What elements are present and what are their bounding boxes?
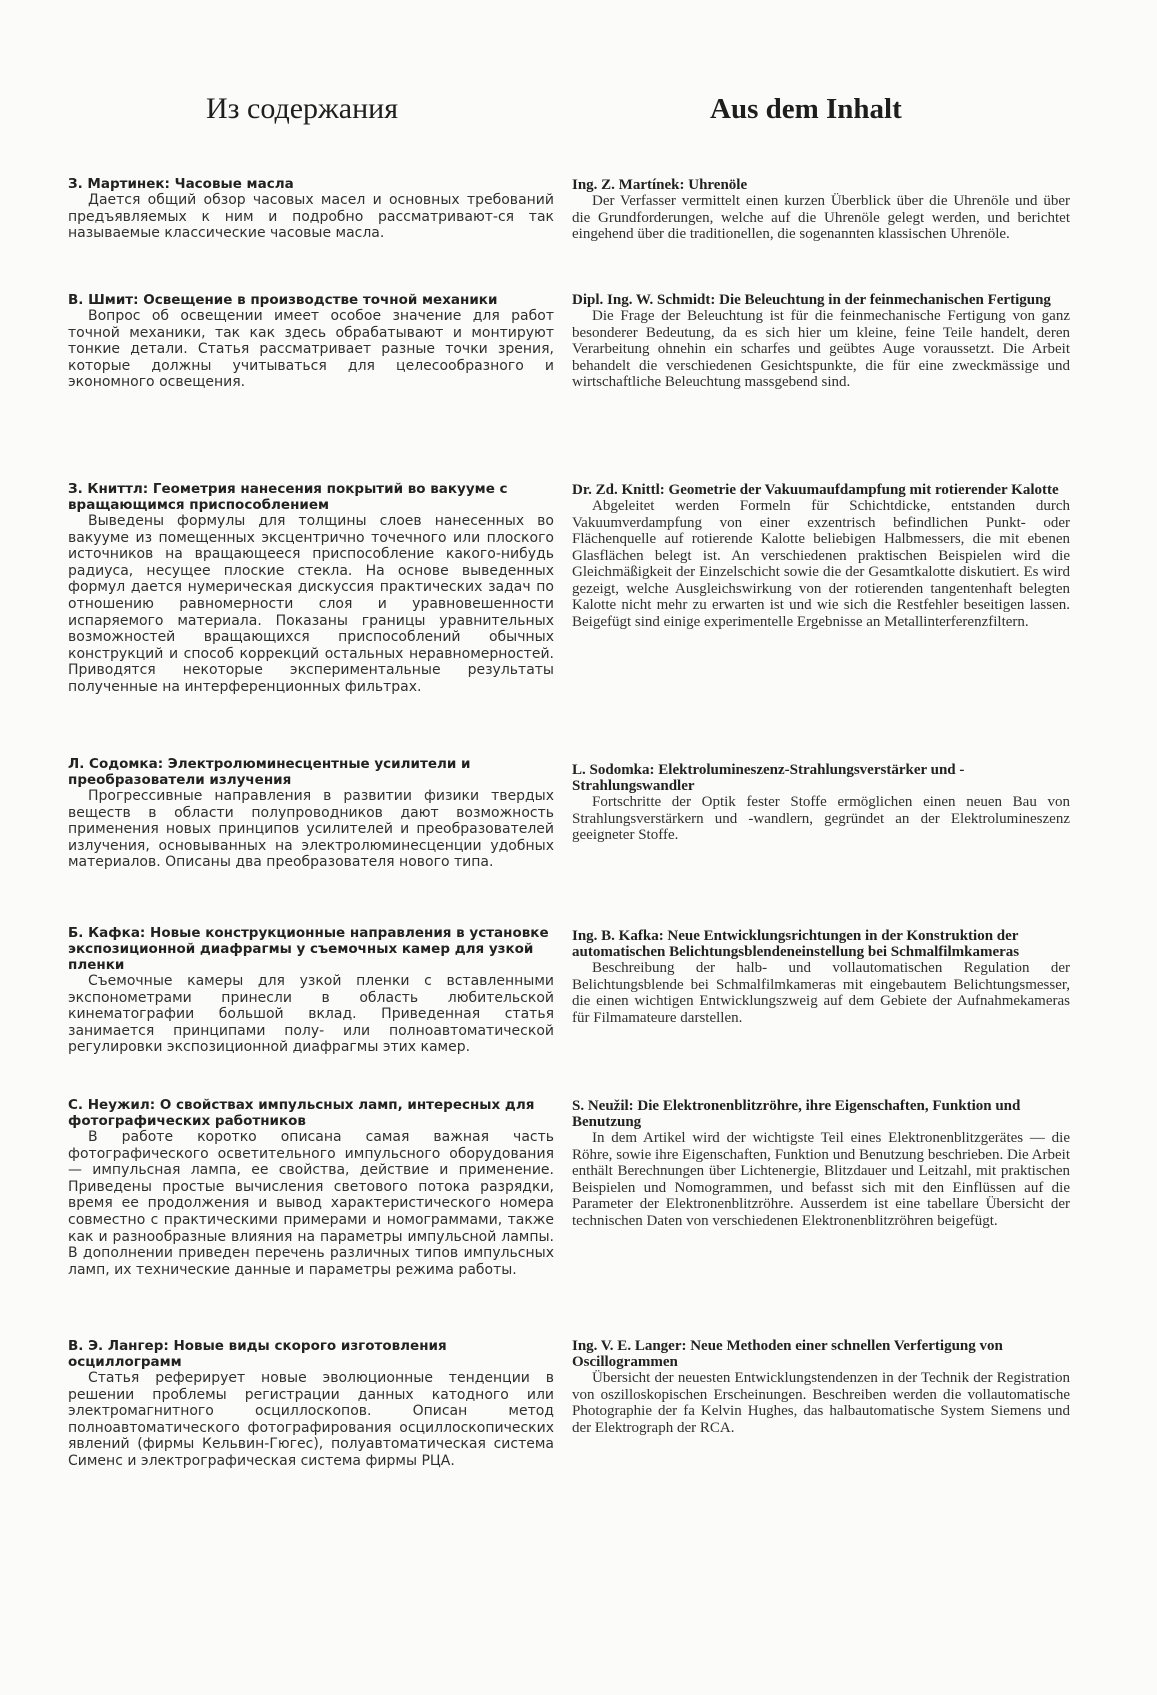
ru-entry-title: Л. Содомка: Электролюминесцентные усилители и преобразователи излучения	[68, 756, 471, 788]
ru-entry-martinek	[68, 176, 554, 242]
ru-entry-title: В. Э. Лангер: Новые виды скорого изготовления осциллограмм	[68, 1338, 447, 1370]
de-entry-title: Dipl. Ing. W. Schmidt: Die Beleuchtung in der feinmechanischen Fertigung	[572, 292, 1051, 308]
ru-entry-abstract: Прогрессивные направления в развитии физики твердых веществ в области полупроводников дают возможность применения новых принципов усилителей и преобразователей излучения, основыванных на электролюминесценции удобных материалов. Описаны два преобразователя нового типа.	[68, 788, 554, 871]
de-entry-abstract: Beschreibung der halb- und vollautomatischen Regulation der Belichtungsblende bei Schmalfilmkameras mit eingebautem Belichtungsmesser, die einen wichtigen Entwicklungszweig auf dem Gebiete der Aufnahmekameras für Filmamateure darstellen.	[572, 960, 1070, 1026]
de-entry-title: Ing. Z. Martínek: Uhrenöle	[572, 177, 748, 193]
de-entry-neuzil	[572, 1098, 1070, 1229]
de-entry-martinek	[572, 177, 1070, 243]
de-entry-knittl	[572, 482, 1070, 630]
ru-entry-title: В. Шмит: Освещение в производстве точной механики	[68, 292, 498, 308]
ru-entry-title: З. Книттл: Геометрия нанесения покрытий во вакууме с вращающимся приспособлением	[68, 481, 508, 513]
ru-entry-title: Б. Кафка: Новые конструкционные направления в установке экспозиционной диафрагмы у съемочных камер для узкой пленки	[68, 925, 549, 973]
de-entry-abstract: In dem Artikel wird der wichtigste Teil eines Elektronenblitzgerätes — die Röhre, sowie ihre Eigenschaften, Funktion und Benutzung beschrieben. Die Arbeit enthält Berechnungen über Lichtenergie, Blitzdauer und Leitzahl, mit praktischen Beispielen und Nomogrammen, und befasst sich mit den Einflüssen auf die Parameter der Elektronenblitzröhre. Ausserdem ist eine tabellare Übersicht der technischen Daten von verschiedenen Elektronenblitzröhren beigefügt.	[572, 1130, 1070, 1229]
ru-entry-sodomka	[68, 756, 554, 871]
de-entry-abstract: Fortschritte der Optik fester Stoffe ermöglichen einen neuen Bau von Strahlungsverstärkern und -wandlern, gegründet an der Elektrolumineszenz geeigneter Stoffe.	[572, 794, 1070, 843]
ru-entry-neuzil	[68, 1097, 554, 1278]
de-entry-abstract: Der Verfasser vermittelt einen kurzen Überblick über die Uhrenöle und über die Grundforderungen, welche auf die Uhrenöle gelegt werden, und berichtet eingehend über die traditionellen, die sogenannten klassischen Uhrenöle.	[572, 193, 1070, 242]
ru-entry-abstract: Съемочные камеры для узкой пленки с вставленными экспонометрами принесли в область любительской кинематографии большой вклад. Приведенная статья занимается принципами полу- или полноавтоматической регулировки экспозиционной диафрагмы этих камер.	[68, 973, 554, 1056]
ru-entry-schmidt	[68, 292, 554, 391]
ru-entry-abstract: Дается общий обзор часовых масел и основных требований предъявляемых к ним и подробно рассматривают-ся так называемые классические часовые масла.	[68, 192, 554, 242]
ru-entry-knittl	[68, 481, 554, 696]
de-entry-langer	[572, 1338, 1070, 1436]
de-entry-title: Ing. V. E. Langer: Neue Methoden einer schnellen Verfertigung von Oscillogrammen	[572, 1338, 1003, 1370]
de-entry-title: Ing. B. Kafka: Neue Entwicklungsrichtungen in der Konstruktion der automatischen Belichtungsblendeneinstellung bei Schmalfilmkameras	[572, 928, 1020, 960]
de-entry-sodomka	[572, 762, 1070, 844]
de-entry-abstract: Die Frage der Beleuchtung ist für die feinmechanische Fertigung von ganz besonderer Bedeutung, da es sich hier um kleine, feine Teile handelt, deren Verarbeitung ohnehin ein scharfes und geübtes Auge voraussetzt. Die Arbeit behandelt die verschiedenen Gesichtspunkte, die für eine zweckmässige und wirtschaftliche Beleuchtung massgebend sind.	[572, 308, 1070, 390]
de-entry-abstract: Übersicht der neuesten Entwicklungstendenzen in der Technik der Registration von oszilloskopischen Erscheinungen. Beschreiben werden die vollautomatische Photographie der fa Kelvin Hughes, das halbautomatische System Siemens und der Elektrograph der RCA.	[572, 1370, 1070, 1436]
ru-entry-abstract: Вопрос об освещении имеет особое значение для работ точной механики, так как здесь обрабатывают и монтируют тонкие детали. Статья рассматривает разные точки зрения, которые должны учитываться для целесообразного и экономного освещения.	[68, 308, 554, 391]
ru-entry-abstract: Выведены формулы для толщины слоев нанесенных во вакууме из помещенных эксцентрично точечного или плоского источников на вращающееся приспособление какого-нибудь радиуса, несущее плоские стекла. На основе выведенных формул дается нумерическая дискуссия практических задач по отношению равномерности слоя и уравновешенности испаряемого материала. Показаны границы уравнительных возможностей вращающихся приспособлений обычных конструкций и способ коррекций остальных неравномерностей. Приводятся некоторые экспериментальные результаты полученные на интерференционных фильтрах.	[68, 513, 554, 695]
de-entry-title: Dr. Zd. Knittl: Geometrie der Vakuumaufdampfung mit rotierender Kalotte	[572, 482, 1059, 498]
ru-entry-title: С. Неужил: О свойствах импульсных ламп, интересных для фотографических работников	[68, 1097, 535, 1129]
de-entry-title: S. Neužil: Die Elektronenblitzröhre, ihre Eigenschaften, Funktion und Benutzung	[572, 1098, 1021, 1130]
russian-heading: Из содержания	[206, 92, 398, 125]
de-entry-schmidt	[572, 292, 1070, 391]
de-entry-abstract: Abgeleitet werden Formeln für Schichtdicke, entstanden durch Vakuumverdampfung von einer exzentrisch befindlichen Punkt- oder Flächenquelle auf rotierende Kalotte beliebigen Halbmessers, die mit ebenen Glasflächen belegt ist. An verschiedenen praktischen Beispielen wird die Gleichmäßigkeit der Einzelschicht sowie die der Gesamtkalotte diskutiert. Es wird gezeigt, welche Ausgleichswirkung von der rotierenden tangentenhaft belegten Kalotte nicht mehr zu erwarten ist und wie sich die Restfehler beseitigen lassen. Beigefügt sind einige experimentelle Ergebnisse an Metallinterferenzfiltern.	[572, 498, 1070, 630]
ru-entry-kafka	[68, 925, 554, 1056]
ru-entry-abstract: В работе коротко описана самая важная часть фотографического осветительного импульсного оборудования — импульсная лампа, ее свойства, действие и применение. Приведены простые вычисления светового потока разрядки, время ее продолжения и вывод характеристического номера совместно с практическими примерами и номограммами, также как и разнообразные влияния на параметры импульсной лампы. В дополнении приведен перечень различных типов импульсных ламп, их технические данные и параметры режима работы.	[68, 1129, 554, 1278]
ru-entry-title: З. Мартинек: Часовые масла	[68, 176, 294, 192]
ru-entry-abstract: Статья реферирует новые эволюционные тенденции в решении проблемы регистрации данных катодного или электромагнитного осциллоскопов. Описан метод полноавтоматического фотографирования осциллоскопических явлений (фирмы Кельвин-Гюгес), полуавтоматическая система Сименс и электрографическая система фирмы РЦА.	[68, 1370, 554, 1469]
de-entry-kafka	[572, 928, 1070, 1026]
de-entry-title: L. Sodomka: Elektrolumineszenz-Strahlungsverstärker und -Strahlungswandler	[572, 762, 965, 794]
ru-entry-langer	[68, 1338, 554, 1470]
german-heading: Aus dem Inhalt	[710, 93, 902, 125]
